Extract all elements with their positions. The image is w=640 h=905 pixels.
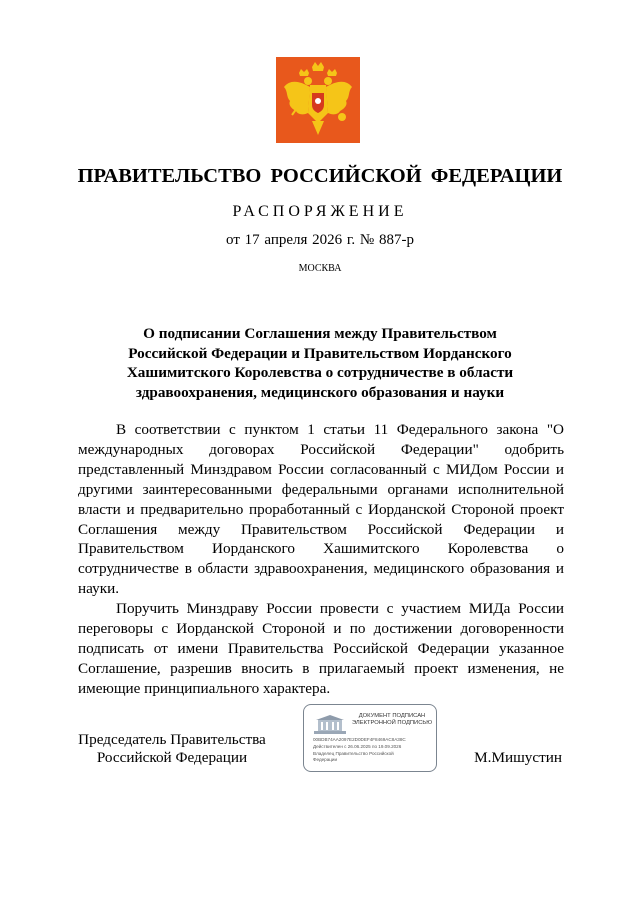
government-title: ПРАВИТЕЛЬСТВО РОССИЙСКОЙ ФЕДЕРАЦИИ	[77, 165, 563, 187]
body-paragraph: Поручить Минздраву России провести с участием МИДа России переговоры с Иорданской Стороной и по достижении договоренности подписать от имени Правительства Российской Федерации указанное Соглашение, разрешив вносить в прилагаемый проект изменения, не имеющие принципиального характера.	[78, 600, 564, 697]
stamp-certificate: 00BDB74AA2097E2D0DEF4F8469AC8A38C	[313, 737, 406, 742]
document-city: МОСКВА	[298, 263, 342, 274]
document-date-number: от 17 апреля 2026 г. № 887-р	[226, 232, 414, 248]
position-line: Председатель Правительства	[78, 731, 266, 748]
electronic-signature-stamp	[303, 704, 437, 772]
signatory-position	[62, 731, 282, 767]
document-body	[78, 420, 564, 699]
subject-line: Российской Федерации и Правительством Иорданского	[128, 344, 512, 362]
subject-line: здравоохранения, медицинского образования и науки	[135, 383, 505, 401]
document-type: РАСПОРЯЖЕНИЕ	[232, 203, 408, 220]
stamp-header-line: ЭЛЕКТРОННОЙ ПОДПИСЬЮ	[351, 720, 433, 726]
signatory-name: М.Мишустин	[474, 749, 562, 766]
body-paragraph: В соответствии с пунктом 1 статьи 11 Федерального закона "О международных договорах Российской Федерации" одобрить представленный Минздравом России согласованный с МИДом России и другими заинтересованными федеральными органами исполнительной власти и предварительно проработанный с Иорданской Стороной проект Соглашения между Правительством Российской Федерации и Правительством Иорданского Хашимитского Королевства о сотрудничестве в области здравоохранения, медицинского образования и науки.	[78, 421, 564, 598]
subject-line: О подписании Соглашения между Правительством	[143, 325, 497, 342]
stamp-owner: Федерации	[313, 757, 338, 762]
document-subject	[110, 324, 530, 402]
stamp-header	[348, 713, 436, 727]
stamp-header-line: ДОКУМЕНТ ПОДПИСАН	[358, 713, 426, 719]
stamp-owner: Владелец Правительство Российской	[313, 751, 394, 756]
position-line: Российской Федерации	[96, 749, 248, 766]
government-building-icon	[312, 713, 348, 735]
coat-of-arms-icon	[276, 57, 360, 143]
subject-line: Хашимитского Королевства о сотрудничестве в области	[126, 364, 514, 381]
stamp-validity: Действителен с 26.06.2025 по 19.09.2026	[313, 744, 402, 749]
